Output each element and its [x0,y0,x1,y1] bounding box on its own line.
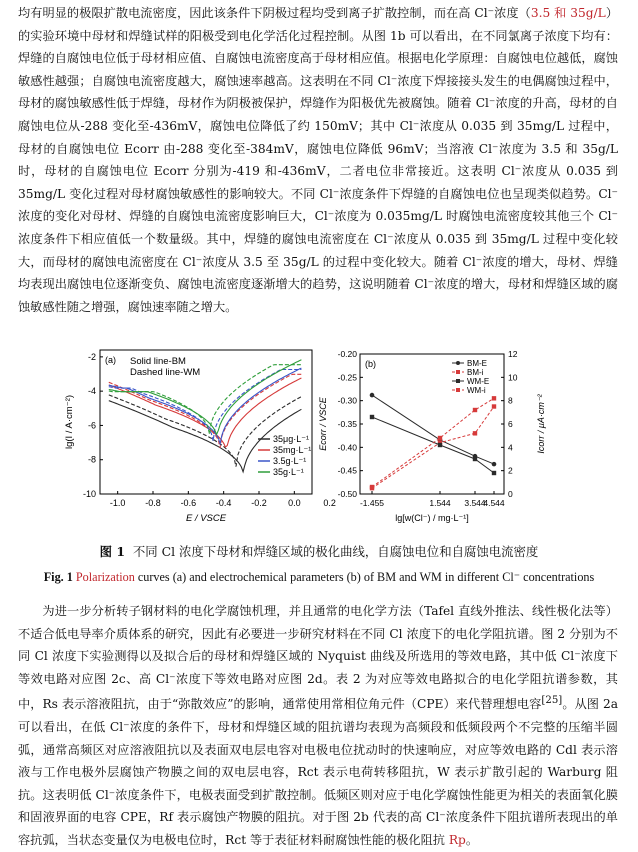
y-tick-label: -6 [87,420,96,431]
y-tick-label: -4 [87,386,96,397]
legend-label: 35μg·L⁻¹ [273,434,309,444]
legend-label: BM-E [467,359,487,368]
annotation-dashed: Dashed line-WM [130,367,201,378]
y-tick-label-left: -0.30 [337,395,357,406]
x-tick-label: -0.6 [180,498,197,508]
paragraph-2: 为进一步分析转子钢材料的电化学腐蚀机理，并且通常的电化学方法（Tafel 直线外推法、线性极化法等）不适合低电导率介质体系的研究，因此有必要进一步研究材料在不同 Cl 浓度下的电化学阻抗谱。图 2 分别为不同 Cl 浓度下实验测得以及拟合后的母材和焊缝区域的 Nyquist 曲线及所选用的等效电路，其中低 Cl⁻浓度下等效电路对应图 2c、高 Cl⁻浓度下等效电路对应图 2d。表 2 为对应等效电路拟合的电化学阻抗谱参数，其中，Rs 表示溶液阻抗，由于“弥散效应”的影响，通常使用常相位角元件（CPE）来代替理想电容[25]。从图 2a 可以看出，在低 Cl⁻浓度的条件下，母材和焊缝区域的阻抗谱均表现为高频段和低频段两个不完整的压缩半圆弧，通常高频区对应溶液阻抗以及表面双电层电容对电极电位扰动时的快速响应，对应等效电路的 Cdl 表示溶液与工作电极外层腐蚀产物膜之间的双电层电容，Rct 表示电荷转移阻抗，W 表示扩散引起的 Warburg 阻抗。这表明低 Cl⁻浓度条件下，电极表面受到扩散控制。低频区则对应于电化学腐蚀性能更为相关的表面氧化膜和固液界面的电容 CPE，Rf 表示腐蚀产物膜的阻抗。对于图 2b 代表的高 Cl⁻浓度条件下阻抗谱所表现出的单容抗弧，当状态变量仅为电极电位时，Rct 等于表征材料耐腐蚀性能的极化阻抗 Rp。 [18,604,618,847]
caption-zh: 图 1 不同 Cl 浓度下母材和焊缝区域的极化曲线，自腐蚀电位和自腐蚀电流密度 [99,544,539,559]
y-tick-label: -10 [82,489,96,499]
legend-marker [456,379,460,383]
figure-1 [0,344,638,534]
y-tick-label-right: 6 [508,419,513,429]
y-tick-label: -8 [87,454,96,465]
point-WM-E [370,415,374,419]
x-tick-label: 4.544 [483,498,505,508]
point-WM-i [438,436,442,440]
legend-marker [456,370,460,374]
highlight-concentration: 3.5 和 35g/L [530,6,606,20]
annotation-solid: Solid line-BM [130,356,186,367]
point-BM-i [492,404,496,408]
series-line-WM-E [372,417,494,473]
x-axis-label: lg[w(Cl⁻) / mg·L⁻¹] [395,513,469,523]
legend-label: WM-E [467,377,490,386]
point-BM-E [370,393,375,398]
point-WM-i [473,408,477,412]
series-line-BM-E [372,395,494,464]
y-tick-label-left: -0.35 [337,419,357,429]
y-axis-label-right: Icorr / μA·cm⁻² [536,394,546,454]
point-WM-E [438,443,442,447]
paragraph-1: 均有明显的极限扩散电流密度，因此该条件下阴极过程均受到离子扩散控制，而在高 Cl⁻浓度（3.5 和 35g/L）的实验环境中母材和焊缝试样的阳极受到电化学活化过程控制。从图 1b 可以看出，在不同氯离子浓度下均有：焊缝的自腐蚀电位低于母材相应值、自腐蚀电流密度高于母材相应值。根据电化学原理：自腐蚀电位越低，腐蚀敏感性越强；自腐蚀电流密度越大，腐蚀速率越高。这表明在不同 Cl⁻浓度下焊接接头发生的电偶腐蚀过程中，母材的腐蚀敏感性低于焊缝，母材作为阴极被保护，焊缝作为阳极优先被腐蚀。随着 Cl⁻浓度的升高，母材的自腐蚀电位从-288 变化至-436mV，腐蚀电位降低了约 150mV；其中 Cl⁻浓度从 0.035 到 35mg/L 过程中，母材的自腐蚀电位 Ecorr 由-288 变化至-384mV，腐蚀电位降低 96mV；当溶液 Cl⁻浓度为 3.5 和 35g/L 时，母材的自腐蚀电位 Ecorr 分别为-419 和-436mV，二者电位非常接近。这表明 Cl⁻浓度从 0.035 到 35mg/L 变化过程对母材腐蚀敏感性的影响较大。不同 Cl⁻浓度条件下焊缝的自腐蚀电位也呈现类似趋势。Cl⁻浓度的变化对母材、焊缝的自腐蚀电流密度影响巨大，Cl⁻浓度为 0.035mg/L 时腐蚀电流密度较其他三个 Cl⁻浓度条件下相应值低一个数量级。其中，焊缝的腐蚀电流密度在 Cl⁻浓度从 0.035 到 35mg/L 过程中变化较大，而母材的腐蚀电流密度在 Cl⁻浓度从 3.5 至 35g/L 的过程中变化较大。随着 Cl⁻浓度的增大，母材、焊缝均表现出腐蚀电位逐渐变负、腐蚀电流密度逐渐增大的趋势，这说明随着 Cl⁻浓度的增大，母材和焊缝区域的腐蚀敏感性随之增强，腐蚀速率随之增大。 [18,6,619,314]
y-tick-label-right: 2 [508,465,513,476]
point-WM-E [492,471,496,475]
legend-label: 35g·L⁻¹ [273,467,304,477]
y-tick-label-right: 8 [508,395,513,406]
x-tick-label: -1.0 [109,498,126,508]
y-tick-label: -2 [87,351,96,362]
point-WM-i [370,485,374,489]
legend-marker [456,361,460,365]
legend-label: 3.5g·L⁻¹ [273,456,307,466]
y-tick-label-right: 10 [508,372,518,383]
y-tick-label-right: 4 [508,442,513,453]
caption-en: Fig. 1 Polarization curves (a) and electrochemical parameters (b) of BM and WM in different Cl⁻ concentrations [43,570,595,584]
y-axis-label-left: Ecorr / VSCE [318,397,328,451]
point-BM-i [473,431,477,435]
curve-5 [109,368,302,444]
legend-label: BM-i [467,368,484,377]
x-tick-label: -1.455 [359,498,385,508]
point-WM-i [492,396,496,400]
panel-label: (b) [365,359,376,369]
legend-label: 35mg·L⁻¹ [273,445,312,455]
x-tick-label: -0.8 [145,498,161,508]
x-axis-label: E / VSCE [185,513,227,524]
point-BM-E [492,462,497,467]
y-tick-label-left: -0.20 [337,349,357,359]
legend-marker [456,388,460,392]
panel-label: (a) [105,355,116,365]
point-WM-E [473,457,477,461]
parameters-chart [318,344,558,534]
y-tick-label-right: 0 [508,489,513,499]
x-tick-label: 3.544 [464,498,486,508]
legend-label: WM-i [467,386,486,395]
y-tick-label-left: -0.50 [337,489,357,499]
x-tick-label: 0.0 [288,498,301,508]
curve-6 [109,370,302,441]
y-tick-label-right: 12 [508,349,518,359]
series-line-BM-i [372,407,494,489]
x-tick-label: -0.4 [215,498,232,508]
y-tick-label-left: -0.45 [337,465,357,476]
y-tick-label-left: -0.25 [337,372,357,383]
y-axis-label: lg(I / A·cm⁻²) [64,394,75,450]
x-tick-label: -0.2 [251,498,267,508]
x-tick-label: 1.544 [429,498,451,508]
y-tick-label-left: -0.40 [337,442,357,453]
x-tick-label: 0.2 [323,498,336,508]
